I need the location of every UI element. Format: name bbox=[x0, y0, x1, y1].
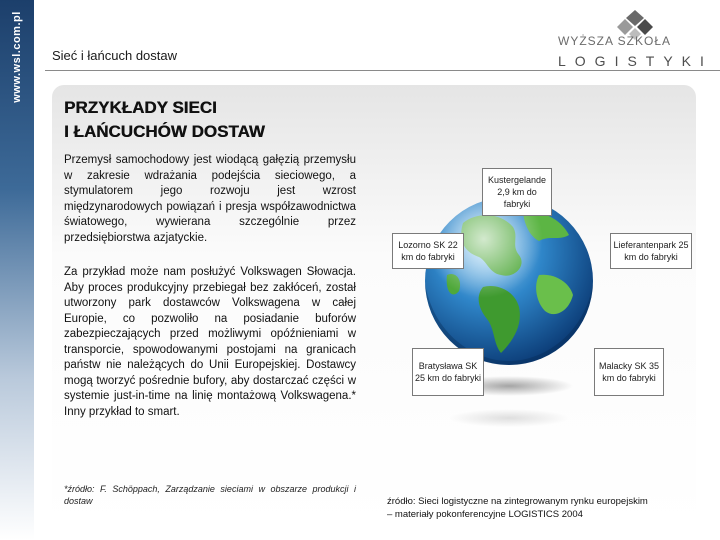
paragraph-2: Za przykład może nam posłużyć Volkswagen Słowacja. Aby proces produkcyjny przebiegał bez zakłóceń, został utworzony park dostawców Volkswagena w całej Europie, co pozwoliło na posiadanie buforów zabezpieczających przed możliwymi opóźnieniami w transporcie, spowodowanymi postojami na granicach państw nie należących do Unii Europejskiej. Dostawcy mogą tworzyć pośrednie bufory, aby dostarczać części w systemie just-in-time na linię montażową Volkswagena.* Inny przykład to smart. bbox=[64, 266, 356, 418]
callout-bratyslawa: Bratysława SK 25 km do fabryki bbox=[412, 348, 484, 396]
slide-section-title: Sieć i łańcuch dostaw bbox=[52, 48, 178, 63]
heading-line-1: PRZYKŁADY SIECI bbox=[64, 98, 217, 117]
globe-icon bbox=[423, 183, 595, 443]
source-line-1: źródło: Sieci logistyczne na zintegrowanym rynku europejskim bbox=[387, 496, 648, 507]
source-line-2: – materiały pokonferencyjne LOGISTICS 2004 bbox=[387, 509, 583, 520]
logo-line-1: WYŻSZA SZKOŁA bbox=[558, 34, 672, 48]
paragraph-1: Przemysł samochodowy jest wiodącą gałęzią przemysłu w zakresie wdrażania podejścia sieciowego, a stymulatorem jego rozwoju jest wzrost międzynarodowych powiązań i presja współzawodnictwa światowego, wywierana szczególnie przez przedsiębiorstwa azjatyckie. bbox=[64, 154, 356, 244]
callout-kustergelande: Kustergelande 2,9 km do fabryki bbox=[482, 168, 552, 216]
school-logo bbox=[555, 10, 715, 72]
website-url-text: www.wsl.com.pl bbox=[11, 11, 23, 103]
footnote: *źródło: F. Schöppach, Zarządzanie sieciami w obszarze produkcji i dostaw bbox=[64, 484, 356, 506]
heading-line-2: I ŁAŃCUCHÓW DOSTAW bbox=[64, 122, 265, 141]
callout-lozorno: Lozorno SK 22 km do fabryki bbox=[392, 233, 464, 269]
website-url bbox=[3, 2, 31, 112]
callout-lieferantenpark: Lieferantenpark 25 km do fabryki bbox=[610, 233, 692, 269]
callout-malacky: Malacky SK 35 km do fabryki bbox=[594, 348, 664, 396]
slide-heading bbox=[64, 96, 265, 144]
source-note bbox=[387, 495, 707, 521]
logo-line-2: LOGISTYKI bbox=[558, 53, 713, 69]
